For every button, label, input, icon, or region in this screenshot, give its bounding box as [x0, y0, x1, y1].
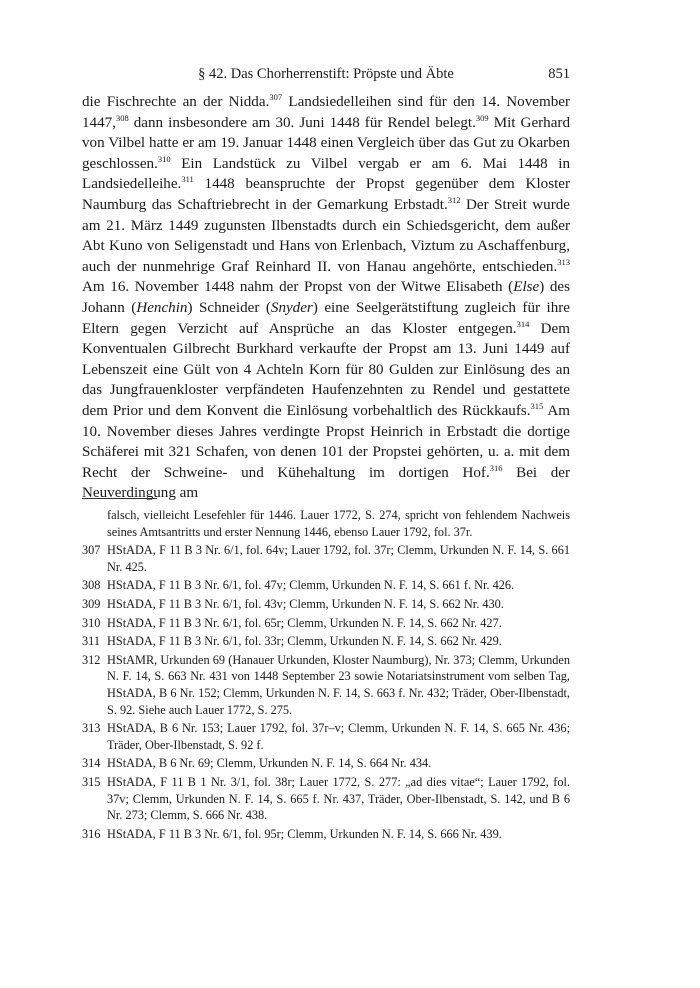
text-run: ) des Johann ( [82, 279, 570, 316]
main-text [82, 92, 570, 504]
footnote-item [82, 652, 570, 718]
footnote-item [82, 615, 570, 632]
text-run: Der Streit wurde am 21. März 1449 zugunsten Ilbenstadts durch ein Schiedsgericht, dem außer Abt Kuno von Seligenstadt und Hans von Erlenbach, Viztum zu Aschaffenburg, auch der nunmehrige Graf Reinhard II. von Hanau angehörte, entschieden. [82, 196, 570, 275]
text-run: Am 10. November dieses Jahres verdingte Propst Heinrich in Erbstadt die dortige Schäferei mit 321 Schafen, von denen 101 der Propstei gehörten, u. a. mit dem Recht der Schweine- und Kühehaltung im dortigen Hof. [82, 402, 570, 481]
footnote-text: HStADA, B 6 Nr. 153; Lauer 1792, fol. 37r–v; Clemm, Urkunden N. F. 14, S. 665 Nr. 436; Träder, Ober-Ilbenstadt, S. 92 f. [107, 721, 570, 752]
italic-name: Else [513, 279, 540, 296]
text-run: Am 16. November 1448 nahm der Propst von der Witwe Elisabeth ( [82, 279, 514, 296]
text-run: Bei der Neuverdingung am [82, 464, 570, 502]
footnote-item [82, 577, 570, 594]
footnote-item [82, 826, 570, 843]
footnote-number: 314 [82, 756, 101, 771]
running-title: § 42. Das Chorherrenstift: Pröpste und Äbte [198, 66, 454, 82]
footnote-number: 310 [82, 615, 101, 630]
footnote-ref: 315 [530, 400, 544, 411]
footnote-number: 311 [82, 634, 100, 649]
footnote-ref: 310 [157, 153, 171, 164]
footnote-number: 308 [82, 578, 101, 593]
footnote-item [82, 720, 570, 753]
footnote-text: HStADA, F 11 B 3 Nr. 6/1, fol. 95r; Clemm, Urkunden N. F. 14, S. 666 Nr. 439. [107, 826, 502, 841]
body-paragraph [82, 92, 570, 504]
footnote-item [82, 633, 570, 650]
footnote-text: HStADA, B 6 Nr. 69; Clemm, Urkunden N. F. 14, S. 664 Nr. 434. [107, 756, 432, 771]
italic-name: Snyder [270, 299, 313, 316]
footnote-ref: 308 [115, 112, 129, 123]
footnote-ref: 316 [489, 462, 503, 473]
footnote-text: HStADA, F 11 B 3 Nr. 6/1, fol. 65r; Clemm, Urkunden N. F. 14, S. 662 Nr. 427. [107, 615, 502, 630]
footnote-item [82, 542, 570, 575]
footnote-text: HStADA, F 11 B 3 Nr. 6/1, fol. 47v; Clemm, Urkunden N. F. 14, S. 661 f. Nr. 426. [107, 578, 515, 593]
footnote-text: HStADA, F 11 B 1 Nr. 3/1, fol. 38r; Lauer 1772, S. 277: „ad dies vitae“; Lauer 1792, fol. 37v; Clemm, Urkunden N. F. 14, S. 665 f. Nr. 437, Träder, Ober-Ilbenstadt, S. 142, und B 6 Nr. 273; Clemm, S. 666 Nr. 438. [107, 774, 570, 823]
footnote-ref: 309 [475, 112, 489, 123]
footnote-text: HStADA, F 11 B 3 Nr. 6/1, fol. 33r; Clemm, Urkunden N. F. 14, S. 662 Nr. 429. [107, 634, 502, 649]
text-run: Landsiedelleihen sind für den 14. November 1447, [82, 94, 570, 131]
footnote-item [82, 755, 570, 772]
footnote-text: HStADA, F 11 B 3 Nr. 6/1, fol. 43v; Clemm, Urkunden N. F. 14, S. 662 Nr. 430. [107, 596, 504, 611]
footnote-item [82, 596, 570, 613]
footnote-ref: 314 [516, 318, 530, 329]
footnote-number: 316 [82, 826, 101, 841]
footnote-number: 313 [82, 721, 101, 736]
text-run: die Fischrechte an der Nidda. [82, 94, 270, 110]
footnote-ref: 311 [181, 174, 194, 185]
footnote-text: HStAMR, Urkunden 69 (Hanauer Urkunden, Kloster Naumburg), Nr. 373; Clemm, Urkunden N. F. 14, S. 663 Nr. 431 von 1448 September 23 sowie Notariatsinstrument vom selben Tag, HStADA, B 6 Nr. 152; Clemm, Urkunden N. F. 14, S. 663 f. Nr. 432; Träder, Ober-Ilbenstadt, S. 92. Siehe auch Lauer 1772, S. 275. [107, 652, 570, 717]
footnote-number: 315 [82, 774, 101, 789]
footnotes [82, 507, 570, 842]
footnote-separator [82, 498, 157, 499]
text-run: 1448 beanspruchte der Propst gegenüber dem Kloster Naumburg das Schaftriebrecht in der Gemarkung Erbstadt. [82, 176, 570, 213]
footnote-item [82, 774, 570, 824]
text-run: Ein Landstück zu Vilbel vergab er am 6. Mai 1448 in Landsiedelleihe. [82, 155, 570, 193]
text-run: ) eine Seelgerätstiftung zugleich für ihre Eltern gegen Verzicht auf Ansprüche an das Kloster entgegen. [82, 299, 571, 337]
footnote-ref: 313 [557, 256, 570, 267]
italic-name: Henchin [136, 299, 188, 316]
footnote-number: 307 [82, 543, 101, 558]
footnote-ref: 312 [447, 194, 461, 205]
text-run: ) Schneider ( [187, 299, 271, 316]
footnote-ref: 307 [269, 91, 283, 102]
footnote-number: 312 [82, 652, 101, 667]
page-number: 851 [548, 66, 570, 82]
running-header [82, 66, 570, 86]
footnote-continuation: falsch, vielleicht Lesefehler für 1446. Lauer 1772, S. 274, spricht von fehlendem Nachweis seines Amtsantritts und erster Nennung 1446, ebenso Lauer 1792, fol. 37r. [107, 508, 570, 539]
footnote-text: HStADA, F 11 B 3 Nr. 6/1, fol. 64v; Lauer 1792, fol. 37r; Clemm, Urkunden N. F. 14, S. 661 Nr. 425. [107, 543, 570, 574]
text-run: Mit Gerhard von Vilbel hatte er am 19. Januar 1448 einen Vergleich über das Gut zu Okarben geschlossen. [82, 114, 570, 172]
text-run: Dem Konventualen Gilbrecht Burkhard verkaufte der Propst am 13. Juni 1449 auf Lebenszeit eine Gült von 4 Achteln Korn für 80 Gulden zur Einlösung des an das Jungfrauenkloster verpfändeten Haufenzehnten zu Rendel und gestattete dem Prior und dem Konvent die Einlösung vorbehaltlich des Rückkaufs. [82, 320, 570, 419]
footnote-number: 309 [82, 596, 101, 611]
text-run: dann insbesondere am 30. Juni 1448 für Rendel belegt. [128, 114, 476, 131]
